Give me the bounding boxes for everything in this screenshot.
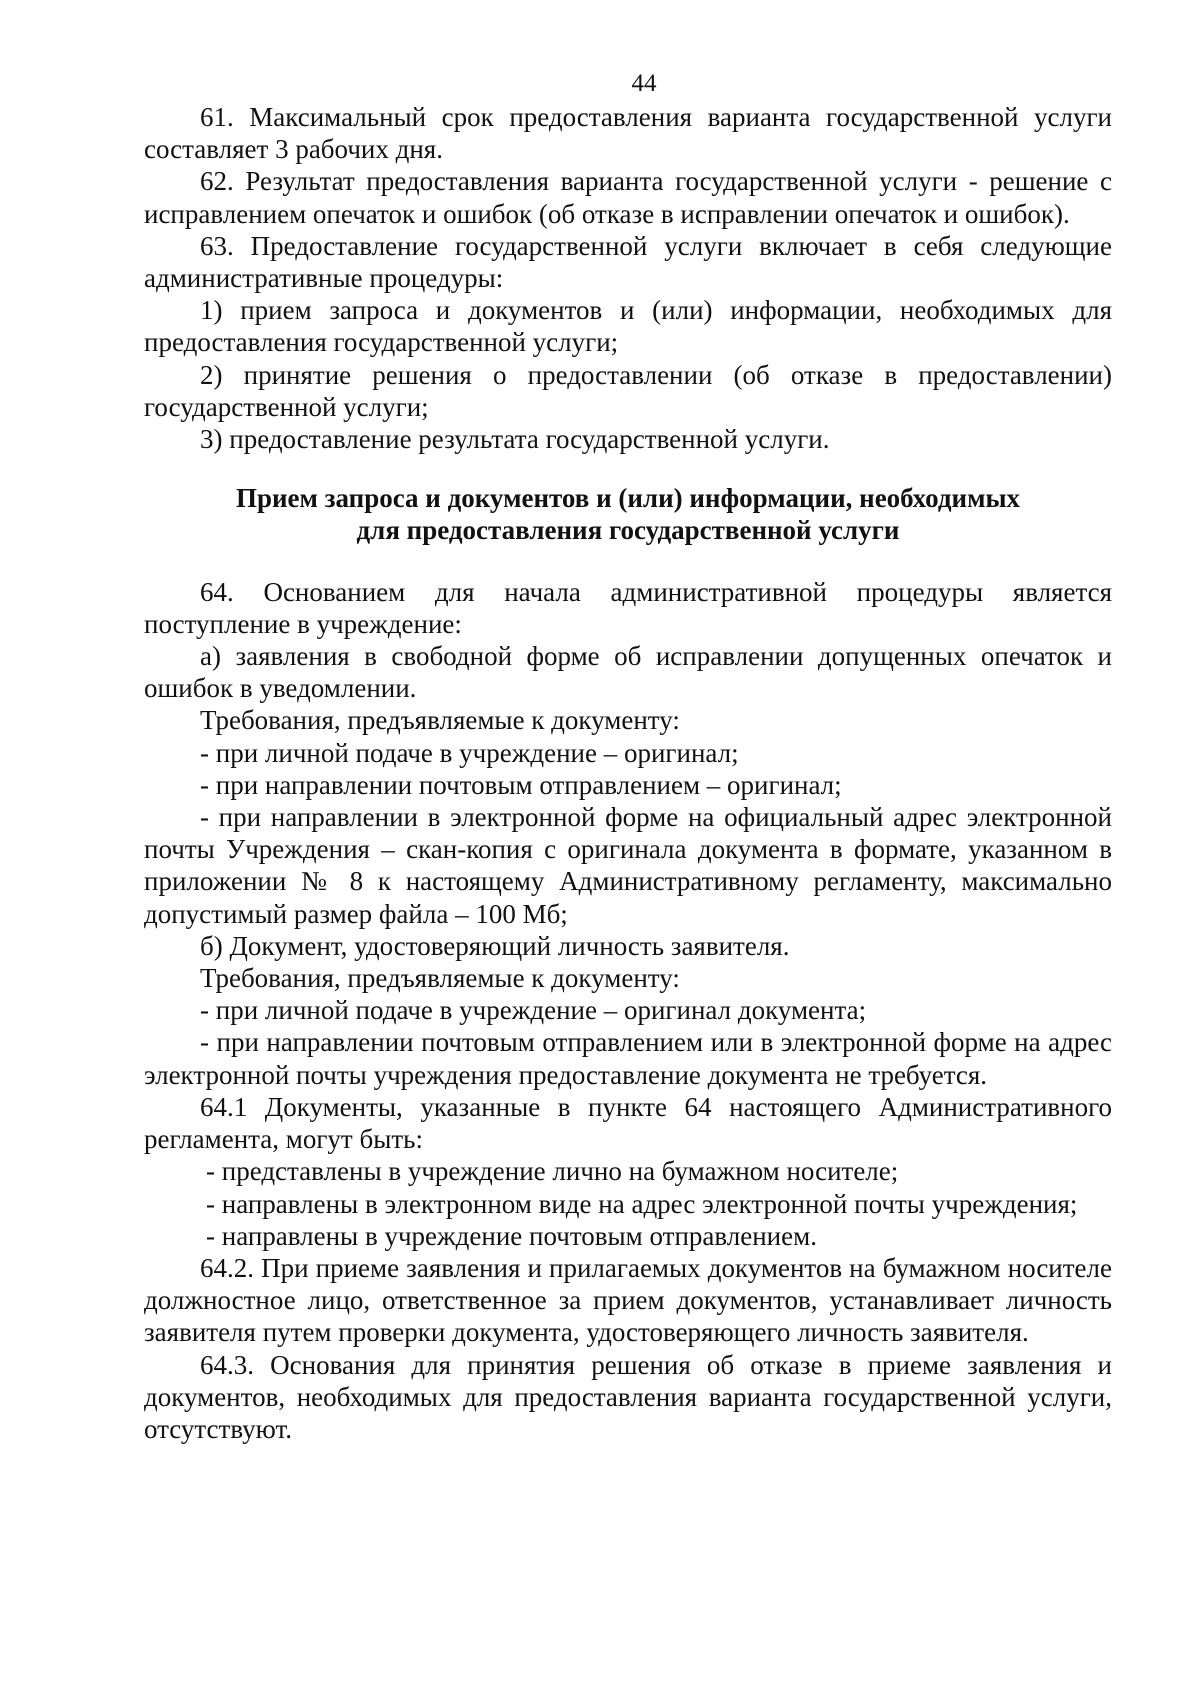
submission-in-person: - представлены в учреждение лично на бумажном носителе;: [206, 1156, 899, 1187]
page-body: [144, 68, 1112, 1445]
requirement-electronic: - при направлении в электронной форме на официальный адрес электронной почты Учреждения – скан-копия с оригинала документа в формате, указанном в приложении № 8 к настоящему Административному регламенту, максимально допустимый размер файла – 100 Мб;: [144, 802, 1112, 929]
section-heading-line-1: Прием запроса и документов и (или) информации, необходимых: [235, 483, 1021, 514]
list-item-2: 2) принятие решения о предоставлении (об отказе в предоставлении) государственной услуги;: [144, 359, 1112, 422]
page-number: 44: [631, 70, 657, 97]
paragraph-64-3: 64.3. Основания для принятия решения об отказе в приеме заявления и документов, необходимых для предоставления варианта государственной услуги, отсутствуют.: [144, 1349, 1112, 1444]
paragraph-64-2: 64.2. При приеме заявления и прилагаемых документов на бумажном носителе должностное лицо, ответственное за прием документов, устанавливает личность заявителя путем проверки документа, удостоверяющего личность заявителя.: [144, 1252, 1112, 1348]
paragraph-61: 61. Максимальный срок предоставления варианта государственной услуги составляет 3 рабочих дня.: [144, 102, 1112, 165]
section-heading-line-2: для предоставления государственной услуги: [356, 515, 900, 546]
paragraph-62: 62. Результат предоставления варианта государственной услуги - решение с исправлением опечаток и ошибок (об отказе в исправлении опечаток и ошибок).: [144, 166, 1112, 229]
paragraph-63: 63. Предоставление государственной услуги включает в себя следующие административные процедуры:: [144, 230, 1112, 294]
requirement-personal-original: - при личной подаче в учреждение – оригинал документа;: [200, 995, 867, 1026]
paragraph-64-1: 64.1 Документы, указанные в пункте 64 настоящего Административного регламента, могут быть:: [144, 1091, 1112, 1155]
submission-email: - направлены в электронном виде на адрес электронной почты учреждения;: [206, 1188, 1078, 1219]
requirement-not-required: - при направлении почтовым отправлением или в электронной форме на адрес электронной почты учреждения предоставление документа не требуется.: [144, 1027, 1112, 1090]
list-item-3: 3) предоставление результата государственной услуги.: [200, 424, 830, 455]
list-item-1: 1) прием запроса и документов и (или) информации, необходимых для предоставления государственной услуги;: [144, 295, 1112, 358]
paragraph-64-a: а) заявления в свободной форме об исправлении допущенных опечаток и ошибок в уведомлении.: [144, 641, 1112, 704]
submission-postal: - направлены в учреждение почтовым отправлением.: [206, 1220, 817, 1251]
requirements-label-2: Требования, предъявляемые к документу:: [200, 963, 680, 994]
paragraph-64: 64. Основанием для начала административной процедуры является поступление в учреждение:: [144, 576, 1112, 639]
requirements-label-1: Требования, предъявляемые к документу:: [200, 705, 680, 736]
requirement-personal-submission: - при личной подаче в учреждение – оригинал;: [200, 737, 739, 768]
section-heading: [144, 482, 1112, 546]
requirement-postal: - при направлении почтовым отправлением – оригинал;: [200, 769, 842, 800]
paragraph-64-b: б) Документ, удостоверяющий личность заявителя.: [200, 930, 790, 961]
